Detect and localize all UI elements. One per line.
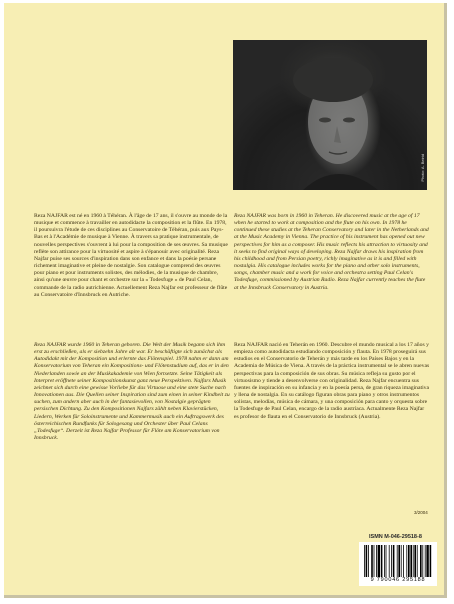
biography-spanish: Reza NAJFAR nació en Teherán en 1960. Descubre el mundo musical a los 17 años y empieza como autodidacta estudiando composición y flauta. En 1978 proseguirá sus estudios en el Conservatorio de Teherán y más tarde en los Países Bajos y en la Academia de Música de Viena. A través de la práctica instrumental se le abren nuevas perspectivas para la composición de sus obras. Su música refleja su gusto por el virtuosismo y tiende a desenvolverse con originalidad. Reza Najfar encuentra sus fuentes de inspiración en su infancia y en la poesía persa, de gran riqueza imaginativa y llena de nostalgia. En su catálogo figuran obras para piano y otros instrumentos solistas, melodías, música de cámara, y una composición para canto y orquesta sobre la Todesfuge de Paul Celan, encargo de la radio austríaca. Actualmente Reza Najfar es profesor de flauta en el Conservatorio de Innsbruck (Austria). (234, 342, 430, 420)
biography-english: Reza NAJFAR was born in 1960 in Teheran. He discovered music at the age of 17 when he started to work at composition and the flute on his own. In 1978 he continued these studies at the Teheran Conservatory and later in the Netherlands and at the Music Academy in Vienna. The practice of his instrument has opened out new perspectives for him as a composer. His music reflects his attraction to virtuosity and it seeks to find original ways of developing. Reza Najfar draws his inspiration from his childhood and from Persian poetry, richly imaginative as it is and filled with nostalgia. His catalogue includes works for the piano and other solo instruments, songs, chamber music and a work for voice and orchestra setting Paul Celan's Todesfuge, commissioned by Austrian Radio. Reza Najfar currently teaches the flute at the Innsbruck Conservatory in Austria. (234, 213, 429, 291)
biography-french: Reza NAJFAR est né en 1960 à Téhéran. À l'âge de 17 ans, il s'ouvre au monde de la musique et commence à travailler en autodidacte la composition et la flûte. En 1978, il poursuivra l'étude de ces disciplines au Conservatoire de Téhéran, puis aux Pays-Bas et à l'Académie de musique à Vienne. À travers sa pratique instrumentale, de nouvelles perspectives s'ouvrent à lui pour la composition de ses œuvres. Sa musique reflète son attirance pour la virtuosité et aspire à s'épanouir avec originalité. Reza Najfar puise ses sources d'inspiration dans son enfance et dans la poésie persane richement imaginative et pleine de nostalgie. Son catalogue comprend des œuvres pour piano et pour instruments solistes, des mélodies, de la musique de chambre, ainsi qu'une œuvre pour chant et orchestre sur la « Todesfuge » de Paul Celan, commande de la radio autrichienne. Actuellement Reza Najfar est professeur de flûte au Conservatoire d'Innsbruck en Autriche. (34, 213, 228, 298)
biography-german: Reza NAJFAR wurde 1960 in Teheran geboren. Die Welt der Musik begann sich ihm erst zu erschließen, als er siebzehn Jahre alt war. Er beschäftigte sich zunächst als Autodidakt mit der Komposition und erlernte das Flötenspiel. 1978 nahm er dann am Konservatorium von Teheran ein Kompositions- und Flötenstudium auf, das er in den Niederlanden sowie an der Musikakademie von Wien fortsetzte. Seine Tätigkeit als Interpret eröffnete seiner Kompositionskunst ganz neue Perspektiven. Najfars Musik zeichnet sich durch eine gewisse Vorliebe für das Virtuose und eine stete Suche nach Innovationen aus. Die Quellen seiner Inspiration sind zum einen in seiner Kindheit zu suchen, zum andern aber auch in der fantasievollen, von Nostalgie geprägten persischen Dichtung. Zu den Kompositionen Najfars zählt neben Klavierstücken, Liedern, Werken für Soloinstrumente und Kammermusik auch ein Auftragswerk des österreichischen Rundfunks für Sologesang und Orchester über Paul Celans „Todesfuge“. Derzeit ist Reza Najfar Professor für Flöte am Konservatorium von Innsbruck. (34, 342, 230, 442)
photo-credit: Photo: A. Beirid (420, 154, 425, 182)
barcode-bars (362, 545, 434, 577)
ismn-number: ISMN M-046-29518-8 (369, 534, 422, 540)
portrait-shading (233, 40, 427, 190)
barcode-digits: 9 790046 295188 (370, 577, 426, 583)
back-cover (4, 3, 447, 598)
composer-portrait (233, 40, 427, 190)
barcode (359, 542, 437, 586)
edition-code: 3/2004 (414, 510, 428, 515)
